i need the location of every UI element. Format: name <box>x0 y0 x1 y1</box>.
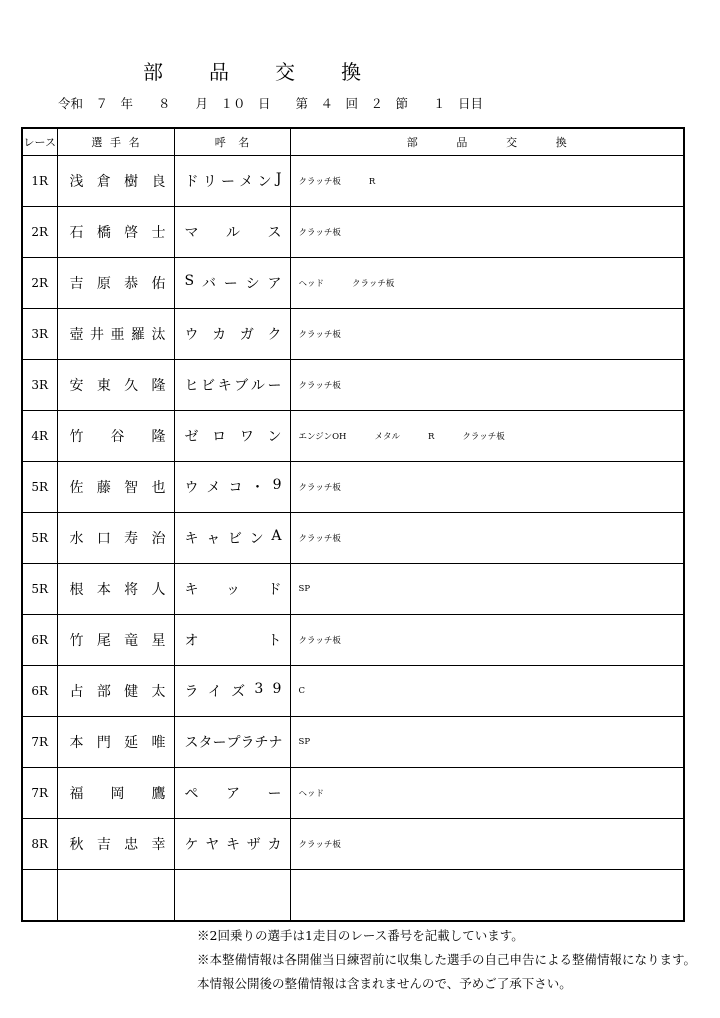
player-name-char: 藤 <box>96 480 111 496</box>
nickname-char: ザ <box>246 837 261 853</box>
part-item: R <box>427 432 435 442</box>
title-char: 部 <box>143 60 163 84</box>
table-row <box>22 309 684 360</box>
player-name-char: 樹 <box>124 174 139 190</box>
part-item: SP <box>298 584 311 594</box>
race-number: 3R <box>22 309 57 360</box>
table-row <box>22 462 684 513</box>
part-item: SP <box>298 737 311 747</box>
nickname-char: シ <box>245 276 260 292</box>
part-item: クラッチ板 <box>298 228 341 238</box>
header-parts <box>290 128 684 156</box>
player-name-char: 安 <box>69 378 84 394</box>
part-item: ヘッド <box>298 279 325 289</box>
race-number: 6R <box>22 615 57 666</box>
race-number: 5R <box>22 513 57 564</box>
nickname <box>174 615 290 666</box>
table-row <box>22 666 684 717</box>
title-char: 交 <box>275 60 295 84</box>
parts-exchanged <box>290 615 684 666</box>
nickname-char: イ <box>207 684 222 700</box>
player-name <box>57 462 174 513</box>
nickname-char: ナ <box>268 735 283 751</box>
header-char: 品 <box>456 136 468 149</box>
nickname-char: ペ <box>184 786 199 802</box>
player-name <box>57 819 174 870</box>
part-item: クラッチ板 <box>298 381 341 391</box>
part-item: クラッチ板 <box>298 636 341 646</box>
empty-cell <box>174 870 290 922</box>
empty-cell <box>22 870 57 922</box>
player-name-char: 治 <box>151 531 166 547</box>
nickname-char: ト <box>267 633 282 649</box>
header-char: 呼 <box>214 136 226 149</box>
player-name-char: 壺 <box>69 327 84 343</box>
nickname-char: ガ <box>239 327 254 343</box>
nickname <box>174 156 290 207</box>
table-row <box>22 768 684 819</box>
player-name-char: 水 <box>69 531 84 547</box>
player-name-char: 原 <box>96 276 111 292</box>
player-name-char: 鷹 <box>151 786 166 802</box>
player-name-char: 谷 <box>110 429 125 445</box>
nickname-char: キ <box>226 837 240 853</box>
player-name-char: 井 <box>90 327 104 343</box>
player-name-char: 石 <box>69 225 84 241</box>
player-name-char: 根 <box>69 582 84 598</box>
nickname <box>174 258 290 309</box>
player-name-char: 秋 <box>69 837 84 853</box>
nickname <box>174 207 290 258</box>
part-item: R <box>368 177 376 187</box>
part-item: クラッチ板 <box>298 534 341 544</box>
footnotes <box>197 924 696 996</box>
player-name-char: 健 <box>124 684 139 700</box>
table-row <box>22 717 684 768</box>
player-name-char: 士 <box>151 225 166 241</box>
part-item: クラッチ板 <box>462 432 505 442</box>
player-name-char: 恭 <box>124 276 139 292</box>
player-name-char: 竹 <box>69 429 84 445</box>
nickname-char: ビ <box>201 378 216 394</box>
nickname-char: ド <box>267 582 282 598</box>
nickname-char: ヒ <box>184 378 199 394</box>
header-char: 部 <box>406 136 418 149</box>
player-name-char: 本 <box>69 735 84 751</box>
footnote: ※2回乗りの選手は1走目のレース番号を記載しています。 <box>197 928 524 943</box>
nickname-char: キ <box>184 531 199 547</box>
part-item: エンジンOH <box>298 432 347 442</box>
player-name-char: 佐 <box>69 480 84 496</box>
nickname-char: ゼ <box>184 429 199 445</box>
nickname-char: ロ <box>212 429 227 445</box>
table-row <box>22 207 684 258</box>
player-name <box>57 411 174 462</box>
nickname-char: ー <box>212 735 227 751</box>
parts-exchanged <box>290 462 684 513</box>
player-name-char: 唯 <box>151 735 166 751</box>
nickname-char: キ <box>184 582 199 598</box>
title-char: 品 <box>209 60 229 84</box>
player-name-char: 岡 <box>110 786 125 802</box>
nickname-char: 3 <box>254 681 264 697</box>
nickname <box>174 666 290 717</box>
nickname <box>174 513 290 564</box>
player-name-char: 隆 <box>151 378 166 394</box>
part-item: メタル <box>374 432 400 442</box>
player-name-char: 占 <box>69 684 84 700</box>
nickname-char: プ <box>226 735 241 751</box>
player-name-char: 吉 <box>69 276 84 292</box>
race-number: 7R <box>22 717 57 768</box>
race-number: 6R <box>22 666 57 717</box>
parts-exchanged <box>290 360 684 411</box>
nickname-char: ー <box>221 174 236 190</box>
nickname-char: バ <box>201 276 216 292</box>
nickname-char: オ <box>184 633 199 649</box>
nickname-char: S <box>184 273 195 289</box>
player-name-char: 太 <box>151 684 166 700</box>
nickname <box>174 564 290 615</box>
header-race: レース <box>22 128 57 156</box>
nickname-char: ク <box>267 327 282 343</box>
nickname-char: カ <box>212 327 227 343</box>
nickname-char: J <box>275 171 282 187</box>
player-name-char: 延 <box>124 735 139 751</box>
player-name-char: 倉 <box>96 174 111 190</box>
nickname <box>174 309 290 360</box>
table-row <box>22 360 684 411</box>
player-name-char: 幸 <box>151 837 166 853</box>
parts-exchanged <box>290 819 684 870</box>
nickname-char: カ <box>267 837 282 853</box>
nickname-char: ル <box>250 378 265 394</box>
header-nickname <box>174 128 290 156</box>
player-name <box>57 207 174 258</box>
player-name-char: 部 <box>96 684 111 700</box>
table-row <box>22 615 684 666</box>
race-number: 1R <box>22 156 57 207</box>
nickname-char: ケ <box>184 837 199 853</box>
header-char: 選 <box>91 136 103 149</box>
nickname-char: タ <box>198 735 213 751</box>
date-line: 令和 ７ 年 ８ 月 １０ 日 第 ４ 回 ２ 節 １ 日目 <box>58 96 484 111</box>
parts-exchanged <box>290 309 684 360</box>
player-name-char: 福 <box>69 786 84 802</box>
nickname-char: ャ <box>206 531 221 547</box>
race-number: 3R <box>22 360 57 411</box>
nickname-char: ・ <box>250 480 265 496</box>
header-char: 名 <box>238 136 250 149</box>
parts-exchanged <box>290 207 684 258</box>
player-name-char: 竜 <box>124 633 139 649</box>
nickname-char: ッ <box>226 582 240 598</box>
race-number: 2R <box>22 207 57 258</box>
player-name <box>57 768 174 819</box>
player-name <box>57 615 174 666</box>
nickname-char: ア <box>226 786 240 802</box>
nickname-char: ラ <box>240 735 255 751</box>
nickname-char: ワ <box>239 429 254 445</box>
nickname-char: リ <box>202 174 217 190</box>
table-row <box>22 564 684 615</box>
player-name <box>57 360 174 411</box>
nickname-char: ア <box>267 276 282 292</box>
table-row <box>22 411 684 462</box>
race-number: 5R <box>22 462 57 513</box>
player-name-char: 竹 <box>69 633 84 649</box>
parts-exchanged <box>290 666 684 717</box>
nickname <box>174 411 290 462</box>
player-name-char: 忠 <box>124 837 139 853</box>
title-char: 換 <box>341 60 361 84</box>
part-item: クラッチ板 <box>298 330 341 340</box>
player-name-char: 也 <box>151 480 166 496</box>
nickname-char: ン <box>267 429 282 445</box>
player-name-char: 汰 <box>151 327 166 343</box>
player-name-char: 亜 <box>110 327 125 343</box>
empty-cell <box>57 870 174 922</box>
player-name-char: 尾 <box>96 633 111 649</box>
page-title <box>120 56 400 85</box>
empty-cell <box>290 870 684 922</box>
race-number: 4R <box>22 411 57 462</box>
nickname-char: 9 <box>272 681 282 697</box>
footnote: ※本整備情報は各開催当日練習前に収集した選手の自己申告による整備情報になります。 <box>197 952 697 967</box>
nickname-char: ヤ <box>205 837 220 853</box>
player-name-char: 吉 <box>96 837 111 853</box>
player-name <box>57 717 174 768</box>
table-row <box>22 513 684 564</box>
parts-exchanged <box>290 717 684 768</box>
parts-exchanged <box>290 513 684 564</box>
header-char: 手 <box>109 136 121 149</box>
race-number: 7R <box>22 768 57 819</box>
player-name-char: 啓 <box>124 225 139 241</box>
player-name-char: 本 <box>96 582 111 598</box>
player-name-char: 寿 <box>124 531 139 547</box>
player-name-char: 門 <box>96 735 111 751</box>
nickname-char: ウ <box>184 327 199 343</box>
race-number: 5R <box>22 564 57 615</box>
nickname-char: メ <box>239 174 254 190</box>
nickname-char: ズ <box>231 684 246 700</box>
nickname <box>174 717 290 768</box>
header-char: 換 <box>555 136 567 149</box>
nickname-char: マ <box>184 225 199 241</box>
nickname <box>174 768 290 819</box>
parts-exchanged <box>290 564 684 615</box>
part-item: C <box>298 686 306 696</box>
race-number: 8R <box>22 819 57 870</box>
nickname-char: メ <box>206 480 221 496</box>
parts-exchanged <box>290 258 684 309</box>
part-item: クラッチ板 <box>352 279 395 289</box>
player-name <box>57 513 174 564</box>
nickname-char: コ <box>228 480 243 496</box>
player-name-char: 人 <box>151 582 166 598</box>
nickname-char: ル <box>226 225 240 241</box>
player-name-char: 羅 <box>131 327 145 343</box>
nickname-char: ー <box>267 378 282 394</box>
part-item: クラッチ板 <box>298 840 341 850</box>
player-name-char: 智 <box>124 480 139 496</box>
player-name <box>57 258 174 309</box>
footnote: 本情報公開後の整備情報は含まれませんので、予めご了承下さい。 <box>197 976 572 991</box>
header-char: 交 <box>506 136 518 149</box>
nickname <box>174 360 290 411</box>
header-player <box>57 128 174 156</box>
nickname-char: キ <box>217 378 232 394</box>
player-name-char: 将 <box>124 582 139 598</box>
table-row <box>22 156 684 207</box>
nickname-char: 9 <box>272 477 282 493</box>
part-item: ヘッド <box>298 789 325 799</box>
parts-exchanged <box>290 411 684 462</box>
nickname-char: ド <box>184 174 199 190</box>
part-item: クラッチ板 <box>298 483 341 493</box>
player-name-char: 隆 <box>151 429 166 445</box>
nickname-char: A <box>271 528 282 544</box>
table-row <box>22 258 684 309</box>
nickname-char: チ <box>254 735 269 751</box>
player-name <box>57 564 174 615</box>
table-row <box>22 819 684 870</box>
parts-exchange-table <box>21 127 685 922</box>
player-name <box>57 666 174 717</box>
parts-exchanged <box>290 156 684 207</box>
nickname-char: ブ <box>234 378 249 394</box>
header-char: 名 <box>128 136 140 149</box>
header-row <box>22 128 684 156</box>
player-name-char: 久 <box>124 378 139 394</box>
nickname-char: ス <box>184 735 199 751</box>
nickname-char: ビ <box>227 531 242 547</box>
nickname-char: ン <box>257 174 272 190</box>
player-name-char: 佑 <box>151 276 166 292</box>
nickname <box>174 819 290 870</box>
player-name-char: 星 <box>151 633 166 649</box>
player-name-char: 良 <box>151 174 166 190</box>
player-name <box>57 156 174 207</box>
nickname-char: ラ <box>184 684 199 700</box>
nickname-char: ス <box>267 225 282 241</box>
nickname-char: ウ <box>184 480 199 496</box>
player-name-char: 口 <box>96 531 111 547</box>
part-item: クラッチ板 <box>298 177 341 187</box>
parts-exchanged <box>290 768 684 819</box>
empty-row <box>22 870 684 922</box>
player-name <box>57 309 174 360</box>
nickname-char: ー <box>267 786 282 802</box>
race-number: 2R <box>22 258 57 309</box>
player-name-char: 浅 <box>69 174 84 190</box>
player-name-char: 東 <box>96 378 111 394</box>
nickname <box>174 462 290 513</box>
player-name-char: 橋 <box>96 225 111 241</box>
nickname-char: ン <box>249 531 264 547</box>
nickname-char: ー <box>223 276 238 292</box>
